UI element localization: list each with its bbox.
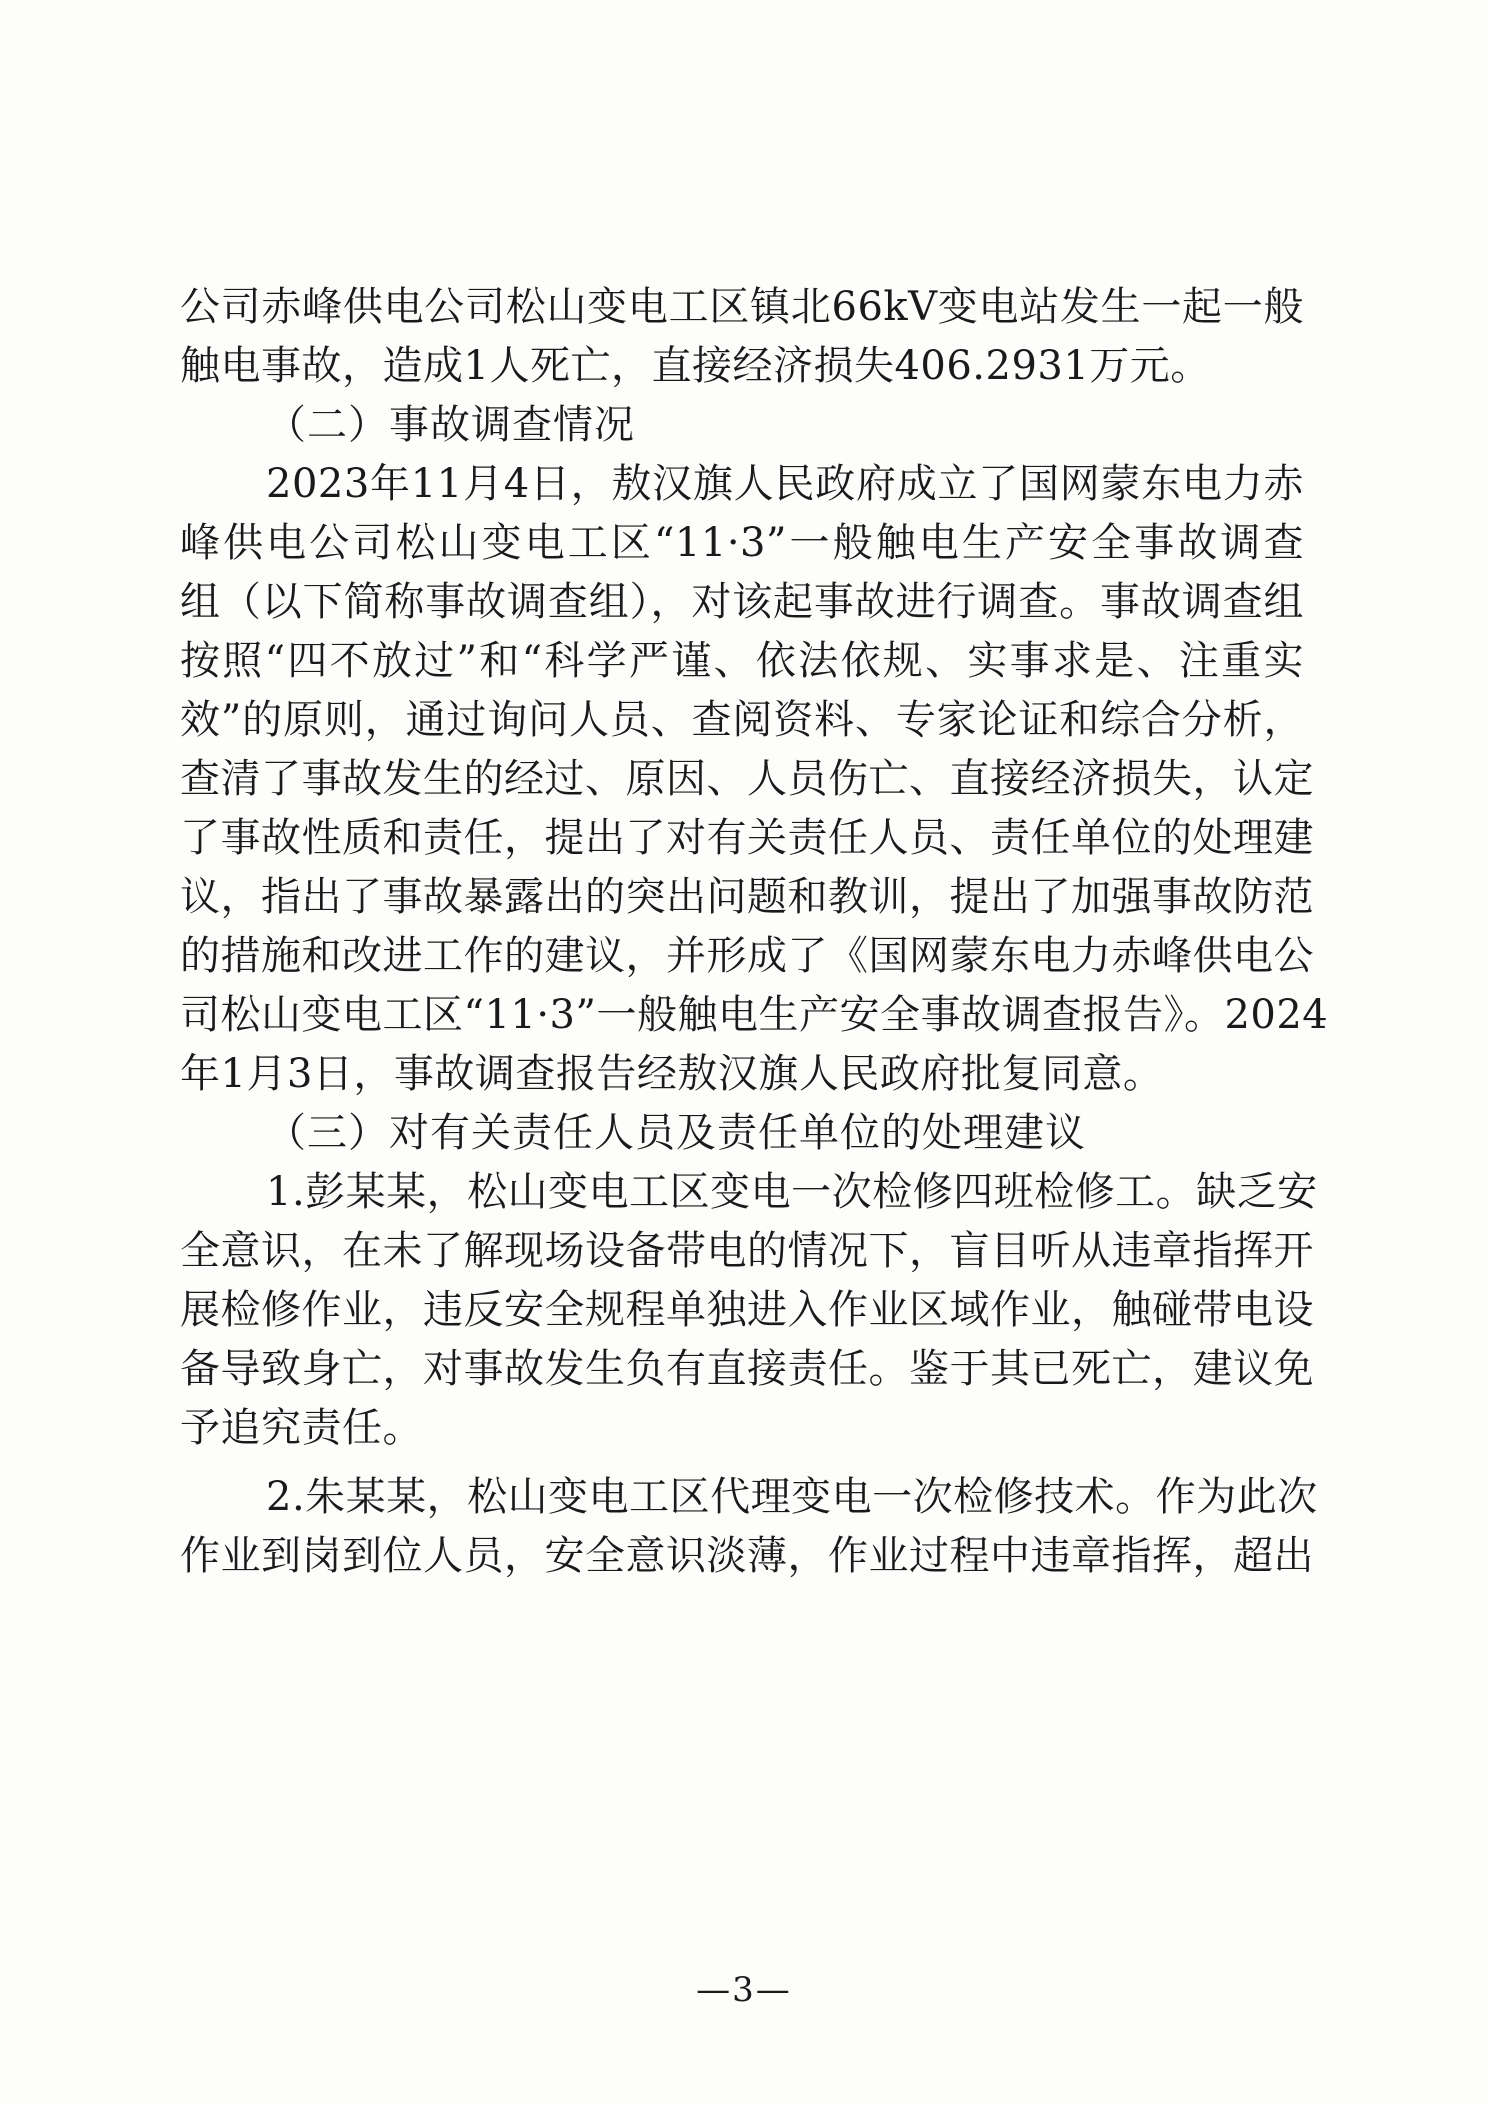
- body-line: 2.朱某某，松山变电工区代理变电一次检修技术。作为此次: [266, 1474, 1318, 1520]
- body-line: 触电事故，造成1人死亡，直接经济损失406.2931万元。: [180, 343, 1211, 389]
- body-line: 按照“四不放过”和“科学严谨、依法依规、实事求是、注重实: [180, 638, 1304, 684]
- section-heading: （二）事故调查情况: [266, 402, 635, 448]
- body-line: 展检修作业，违反安全规程单独进入作业区域作业，触碰带电设: [180, 1287, 1314, 1333]
- document-body: [180, 278, 1329, 1586]
- paragraph-gap: [180, 1458, 1304, 1468]
- page-number: —3—: [696, 1970, 792, 2010]
- body-line: 全意识，在未了解现场设备带电的情况下，盲目听从违章指挥开: [180, 1228, 1314, 1274]
- body-line: 予追究责任。: [180, 1405, 423, 1451]
- body-line: 议，指出了事故暴露出的突出问题和教训，提出了加强事故防范: [180, 874, 1314, 920]
- body-line: 峰供电公司松山变电工区“11·3”一般触电生产安全事故调查: [180, 520, 1304, 566]
- body-line: 司松山变电工区“11·3”一般触电生产安全事故调查报告》。2024: [180, 992, 1329, 1038]
- body-line: 效”的原则，通过询问人员、查阅资料、专家论证和综合分析，: [180, 697, 1304, 743]
- body-line: 查清了事故发生的经过、原因、人员伤亡、直接经济损失，认定: [180, 756, 1314, 802]
- body-line: 公司赤峰供电公司松山变电工区镇北66kV变电站发生一起一般: [180, 284, 1304, 330]
- body-line: 备导致身亡，对事故发生负有直接责任。鉴于其已死亡，建议免: [180, 1346, 1314, 1392]
- body-line: 年1月3日，事故调查报告经敖汉旗人民政府批复同意。: [180, 1051, 1164, 1097]
- body-line: 组（以下简称事故调查组），对该起事故进行调查。事故调查组: [180, 579, 1304, 625]
- body-line: 作业到岗到位人员，安全意识淡薄，作业过程中违章指挥，超出: [180, 1533, 1314, 1579]
- body-line: 1.彭某某，松山变电工区变电一次检修四班检修工。缺乏安: [266, 1169, 1318, 1215]
- body-line: 2023年11月4日，敖汉旗人民政府成立了国网蒙东电力赤: [266, 461, 1304, 507]
- body-line: 了事故性质和责任，提出了对有关责任人员、责任单位的处理建: [180, 815, 1314, 861]
- body-line: 的措施和改进工作的建议，并形成了《国网蒙东电力赤峰供电公: [180, 933, 1314, 979]
- section-heading: （三）对有关责任人员及责任单位的处理建议: [266, 1110, 1086, 1156]
